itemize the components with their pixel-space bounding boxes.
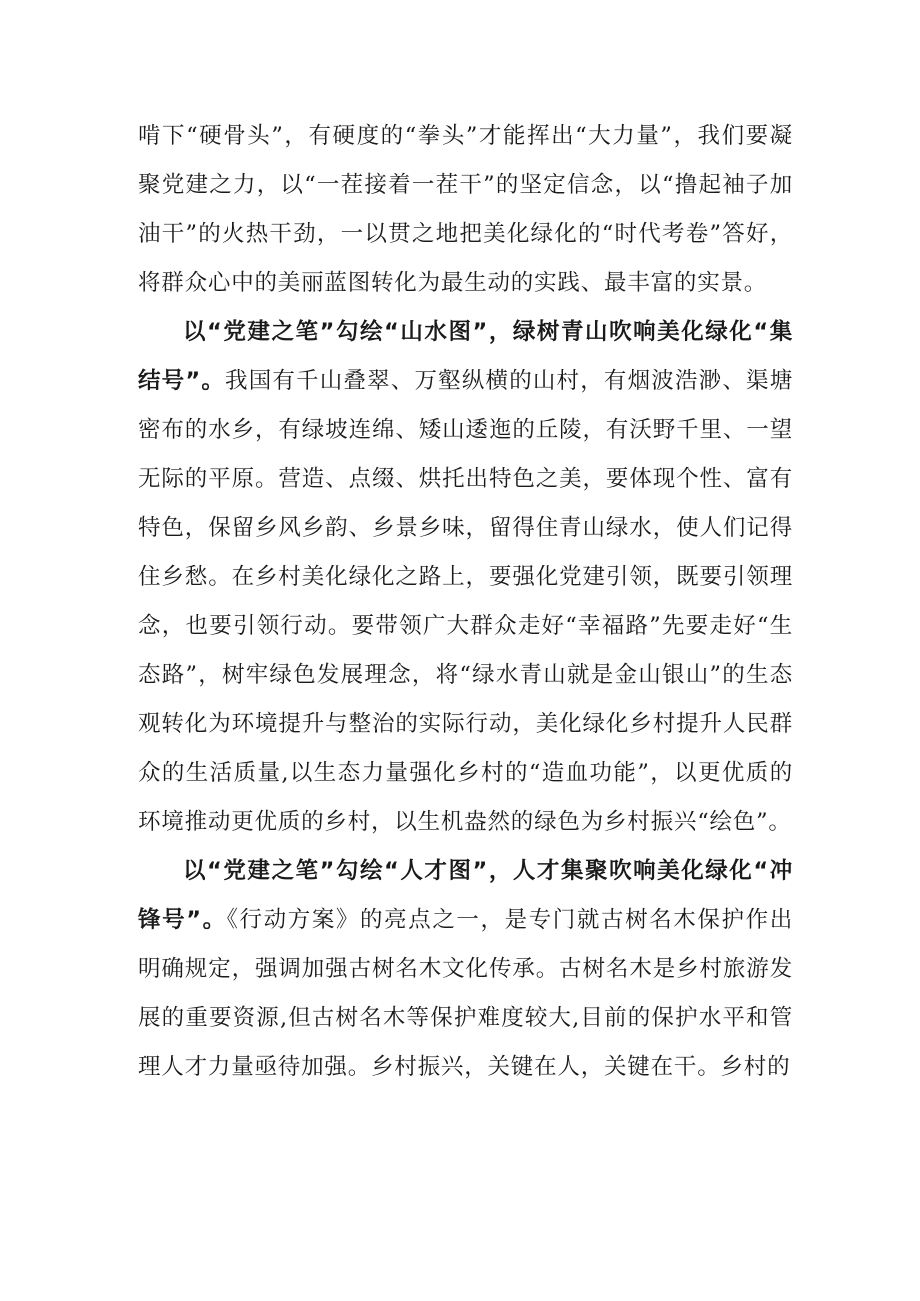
paragraph-2-body: 我国有千山叠翠、万壑纵横的山村，有烟波浩渺、渠塘密布的水乡，有绿坡连绵、矮山逶迤的丘陵，有沃野千里、一望无际的平原。营造、点缀、烘托出特色之美，要体现个性、富有特色，保留乡风乡韵、乡景乡味，留得住青山绿水，使人们记得住乡愁。在乡村美化绿化之路上，要强化党建引领，既要引领理念，也要引领行动。要带领广大群众走好“幸福路”先要走好“生态路”，树牢绿色发展理念，将“绿水青山就是金山银山”的生态观转化为环境提升与整治的实际行动，美化绿化乡村提升人民群众的生活质量,以生态力量强化乡村的“造血功能”，以更优质的环境推动更优质的乡村，以生机盎然的绿色为乡村振兴“绘色”。 xyxy=(138,368,793,835)
paragraph-3-body: 《行动方案》的亮点之一，是专门就古树名木保护作出明确规定，强调加强古树名木文化传承。古树名木是乡村旅游发展的重要资源,但古树名木等保护难度较大,目前的保护水平和管理人才力量亟待加强。乡村振兴，关键在人，关键在干。乡村的 xyxy=(138,907,793,1080)
document-page xyxy=(138,112,793,1092)
paragraph-1-body: 啃下“硬骨头”，有硬度的“拳头”才能挥出“大力量”，我们要凝聚党建之力，以“一茬接着一茬干”的坚定信念，以“撸起袖子加油干”的火热干劲，一以贯之地把美化绿化的“时代考卷”答好，将群众心中的美丽蓝图转化为最生动的实践、最丰富的实景。 xyxy=(138,123,793,296)
paragraph-3 xyxy=(138,847,793,1092)
paragraph-2 xyxy=(138,308,793,847)
paragraph-3-heading: 以“党建之笔”勾绘“人才图”，人才集聚吹响美化绿化“冲锋号”。 xyxy=(138,858,793,933)
paragraph-1 xyxy=(138,112,793,308)
paragraph-2-heading: 以“党建之笔”勾绘“山水图”，绿树青山吹响美化绿化“集结号”。 xyxy=(138,319,793,394)
